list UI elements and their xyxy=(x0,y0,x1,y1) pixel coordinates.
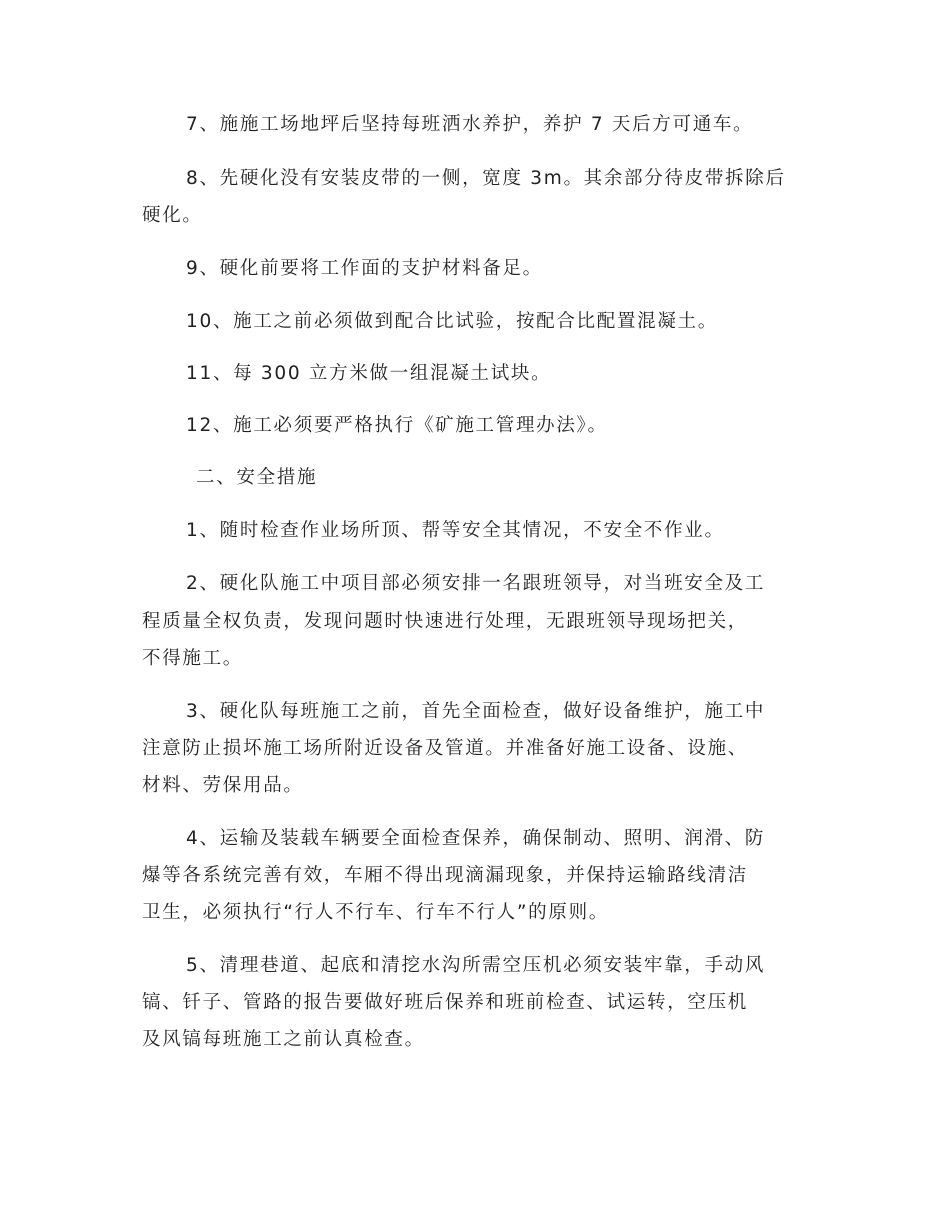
paragraph-line: 硬化。 xyxy=(142,205,203,226)
paragraph-line: 镐、钎子、管路的报告要做好班后保养和班前检查、试运转，空压机 xyxy=(142,992,749,1013)
paragraph-line: 7、施施工场地坪后坚持每班洒水养护，养护 7 天后方可通车。 xyxy=(186,114,754,135)
paragraph-line: 爆等各系统完善有效，车厢不得出现滴漏现象，并保持运输路线清洁 xyxy=(142,865,749,886)
paragraph-line: 8、先硬化没有安装皮带的一侧，宽度 3m。其余部分待皮带拆除后 xyxy=(186,168,786,189)
paragraph-line: 1、随时检查作业场所顶、帮等安全其情况，不安全不作业。 xyxy=(186,520,725,541)
paragraph-line: 注意防止损坏施工场所附近设备及管道。并准备好施工设备、设施、 xyxy=(142,738,749,759)
paragraph-line: 9、硬化前要将工作面的支护材料备足。 xyxy=(186,258,543,279)
paragraph-line: 11、每 300 立方米做一组混凝土试块。 xyxy=(186,363,552,384)
section-heading: 二、安全措施 xyxy=(196,467,318,488)
paragraph-line: 4、运输及装载车辆要全面检查保养，确保制动、照明、润滑、防 xyxy=(186,828,766,849)
paragraph-line: 及风镐每班施工之前认真检查。 xyxy=(142,1029,425,1050)
paragraph-line: 程质量全权负责，发现问题时快速进行处理，无跟班领导现场把关， xyxy=(142,611,749,632)
paragraph-line: 卫生，必须执行“行人不行车、行车不行人”的原则。 xyxy=(142,902,609,923)
paragraph-line: 3、硬化队每班施工之前，首先全面检查，做好设备维护，施工中 xyxy=(186,701,766,722)
paragraph-line: 材料、劳保用品。 xyxy=(142,775,304,796)
paragraph-line: 12、施工必须要严格执行《矿施工管理办法》。 xyxy=(186,415,608,436)
paragraph-line: 5、清理巷道、起底和清挖水沟所需空压机必须安装牢靠，手动风 xyxy=(186,955,766,976)
paragraph-line: 2、硬化队施工中项目部必须安排一名跟班领导，对当班安全及工 xyxy=(186,573,766,594)
paragraph-line: 10、施工之前必须做到配合比试验，按配合比配置混凝土。 xyxy=(186,311,718,332)
paragraph-line: 不得施工。 xyxy=(142,648,244,669)
